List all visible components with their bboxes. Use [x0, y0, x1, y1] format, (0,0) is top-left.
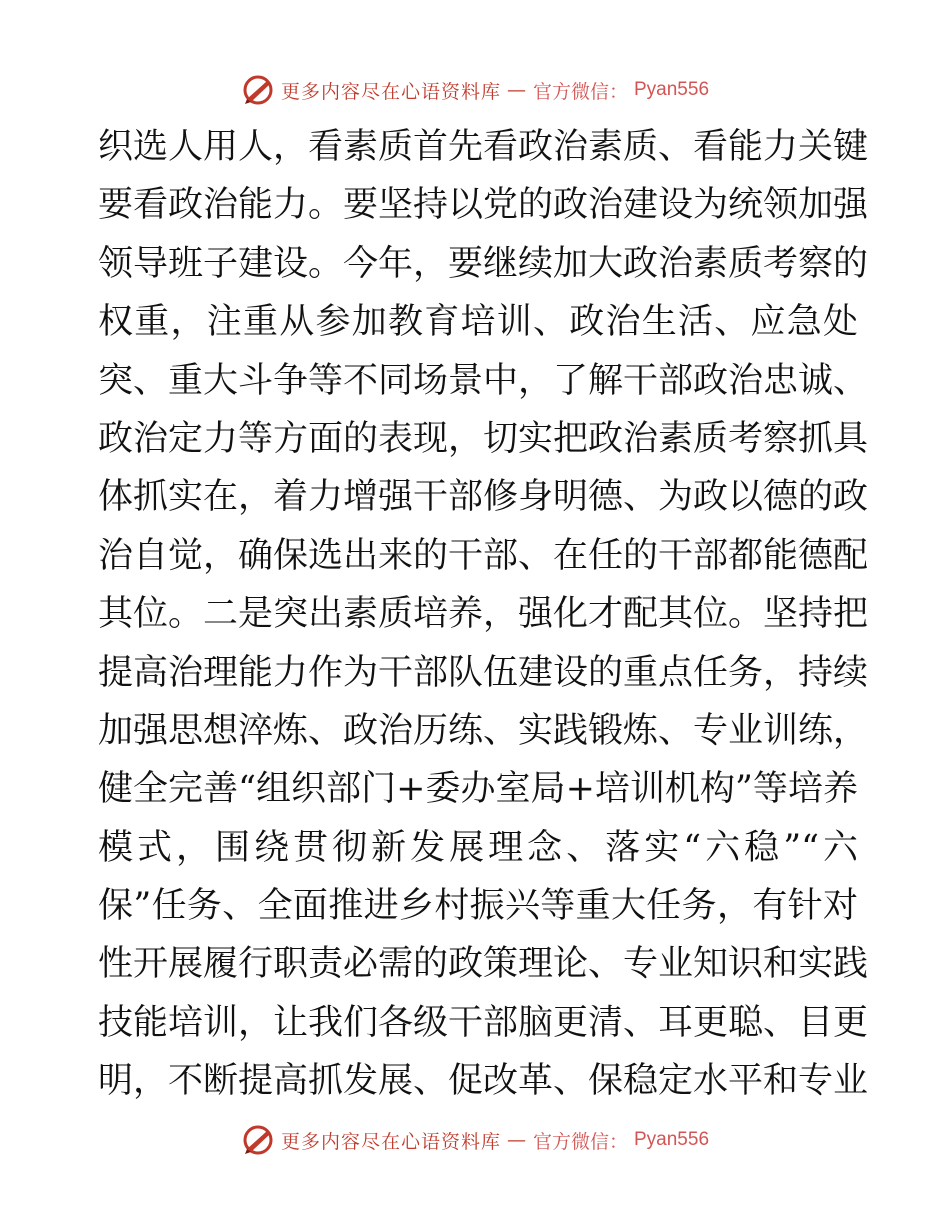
- body-line: 突、重大斗争等不同场景中，了解干部政治忠诚、: [98, 360, 869, 401]
- watermark-wechat-id: Pyan556: [634, 79, 710, 100]
- body-line: 织选人用人，看素质首先看政治素质、看能力关键: [98, 127, 869, 167]
- body-line: 权重，注重从参加教育培训、政治生活、应急处: [98, 302, 858, 343]
- body-line: 技能培训，让我们各级干部脑更清、耳更聪、目更: [98, 1002, 869, 1043]
- body-line: 治自觉，确保选出来的干部、在任的干部都能德配: [98, 535, 869, 576]
- document-body: [98, 118, 869, 1111]
- body-line: 其位。二是突出素质培养，强化才配其位。坚持把: [98, 594, 869, 635]
- body-line: 体抓实在，着力增强干部修身明德、为政以德的政: [98, 477, 869, 518]
- body-line: 性开展履行职责必需的政策理论、专业知识和实践: [98, 944, 869, 985]
- body-line: 提高治理能力作为干部队伍建设的重点任务，持续: [98, 652, 869, 693]
- body-line: 领导班子建设。今年，要继续加大政治素质考察的: [98, 243, 869, 284]
- body-line: 明，不断提高抓发展、促改革、保稳定水平和专业: [98, 1061, 869, 1102]
- pen-logo-icon: [241, 1123, 275, 1157]
- body-line: 模式，围绕贯彻新发展理念、落实“六稳”“六: [98, 827, 858, 868]
- footer-watermark: [0, 1120, 950, 1160]
- watermark-site-text: 更多内容尽在心语资料库: [280, 80, 501, 103]
- watermark-wechat-label: 官方微信：: [532, 80, 628, 103]
- watermark-dash: —: [506, 1129, 527, 1151]
- watermark-dash: —: [506, 79, 527, 101]
- pen-logo-icon: [241, 73, 275, 107]
- body-line: 加强思想淬炼、政治历练、实践锻炼、专业训练，: [98, 710, 869, 751]
- body-line: 政治定力等方面的表现，切实把政治素质考察抓具: [98, 418, 869, 459]
- body-line: 要看政治能力。要坚持以党的政治建设为统领加强: [98, 185, 869, 226]
- watermark-site-text: 更多内容尽在心语资料库: [280, 1130, 501, 1153]
- header-watermark: [0, 70, 950, 110]
- watermark-wechat-label: 官方微信：: [532, 1130, 628, 1153]
- body-line: 健全完善“组织部门+委办室局+培训机构”等培养: [98, 769, 858, 810]
- watermark-wechat-id: Pyan556: [634, 1129, 710, 1150]
- body-line: 保”任务、全面推进乡村振兴等重大任务，有针对: [98, 886, 858, 927]
